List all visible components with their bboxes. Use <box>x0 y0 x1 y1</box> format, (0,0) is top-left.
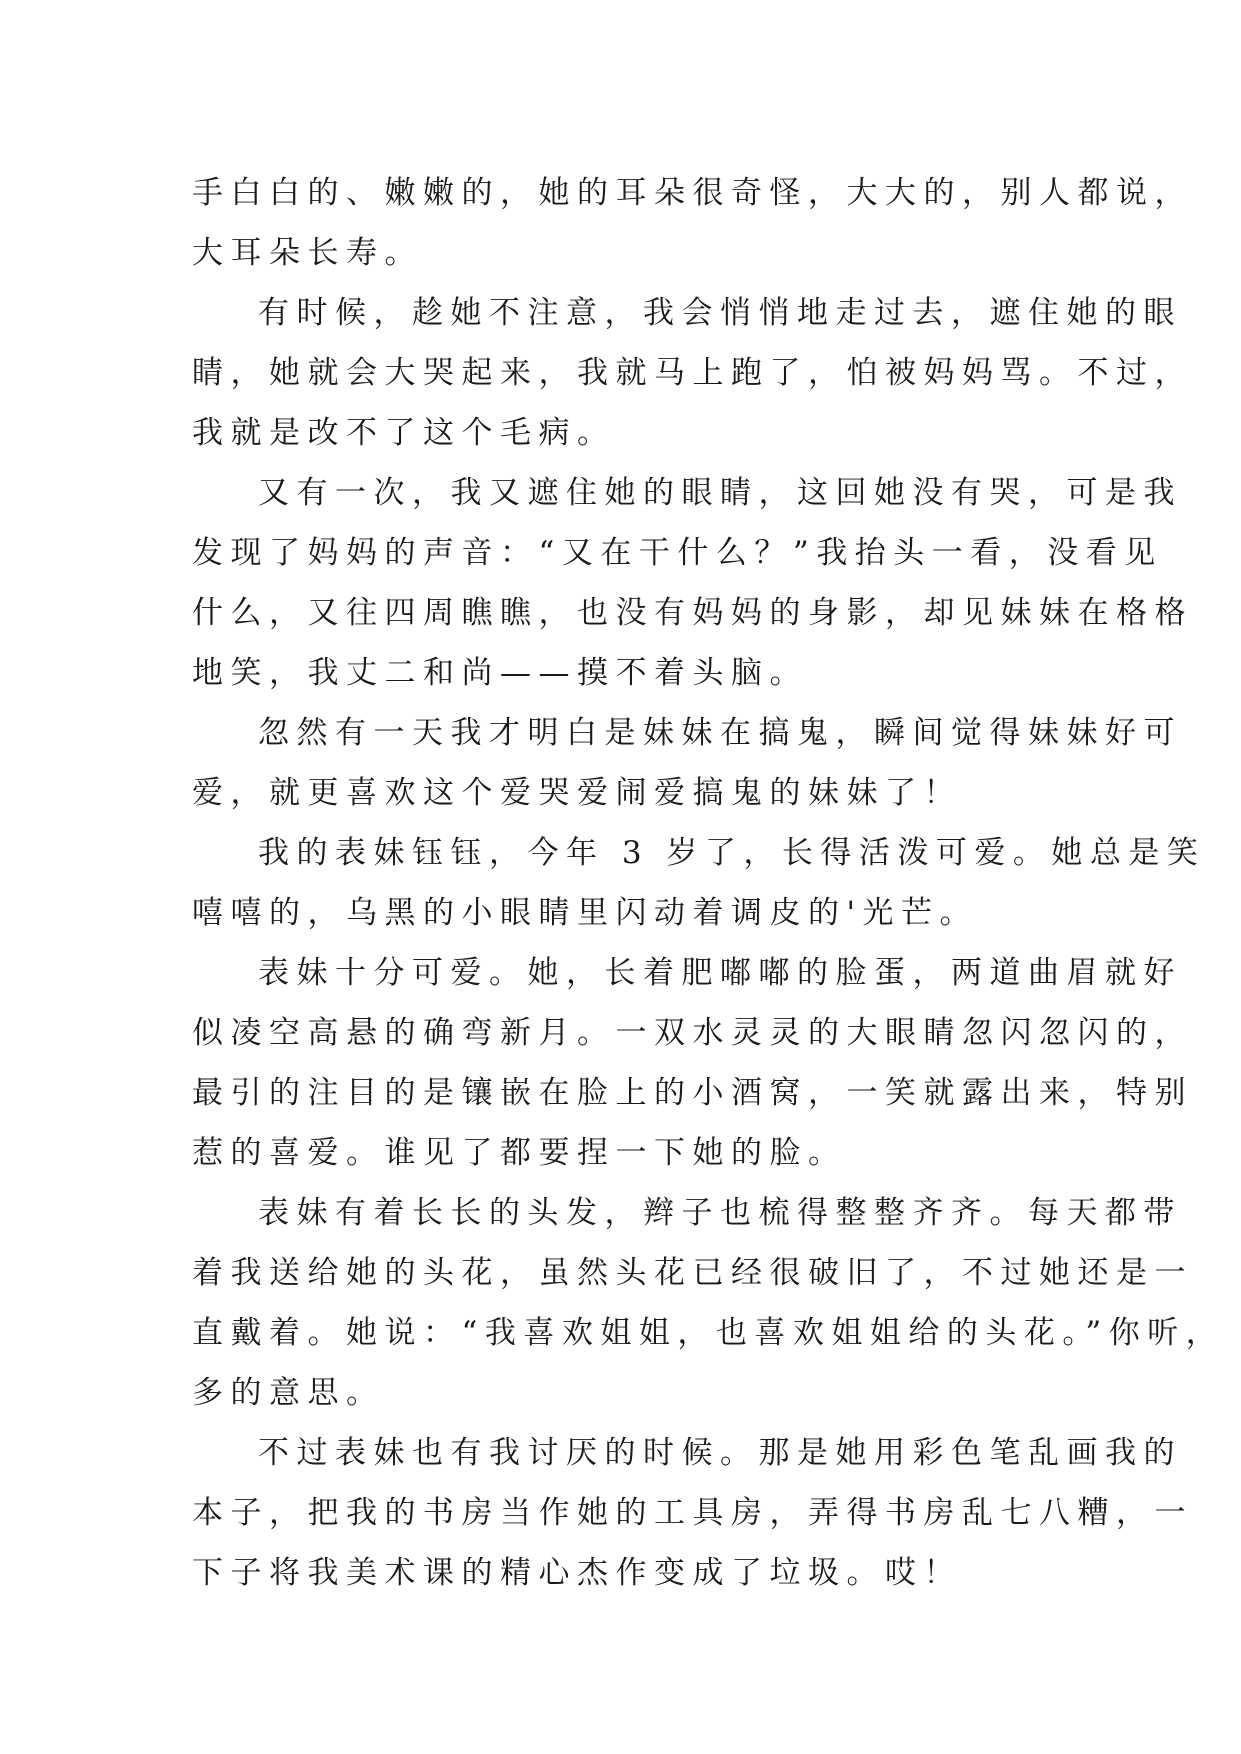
text-line: 我就是改不了这个毛病。 <box>192 415 616 451</box>
text-line: 大耳朵长寿。 <box>192 235 423 271</box>
text-line: 着我送给她的头花，虽然头花已经很破旧了，不过她还是一 <box>192 1255 1193 1291</box>
text-line: 似凌空高悬的确弯新月。一双水灵灵的大眼睛忽闪忽闪的， <box>192 1015 1193 1051</box>
text-line: 爱，就更喜欢这个爱哭爱闹爱搞鬼的妹妹了！ <box>192 775 962 811</box>
text-line: 嘻嘻的，乌黑的小眼睛里闪动着调皮的'光芒。 <box>192 895 979 931</box>
text-line: 地笑，我丈二和尚——摸不着头脑。 <box>192 655 808 691</box>
paragraph-first-line: 又有一次，我又遮住她的眼睛，这回她没有哭，可是我 <box>258 475 1182 511</box>
paragraph-first-line: 忽然有一天我才明白是妹妹在搞鬼，瞬间觉得妹妹好可 <box>258 715 1182 751</box>
text-line: 本子，把我的书房当作她的工具房，弄得书房乱七八糟，一 <box>192 1495 1193 1531</box>
text-line: 多的意思。 <box>192 1375 385 1411</box>
paragraph-first-line: 表妹十分可爱。她，长着肥嘟嘟的脸蛋，两道曲眉就好 <box>258 955 1182 991</box>
text-line: 发现了妈妈的声音：“又在干什么？”我抬头一看，没看见 <box>192 535 1163 571</box>
text-line: 睛，她就会大哭起来，我就马上跑了，怕被妈妈骂。不过， <box>192 355 1193 391</box>
text-line: 手白白的、嫩嫩的，她的耳朵很奇怪，大大的，别人都说， <box>192 175 1193 211</box>
paragraph-first-line: 有时候，趁她不注意，我会悄悄地走过去，遮住她的眼 <box>258 295 1182 331</box>
text-line: 什么，又往四周瞧瞧，也没有妈妈的身影，却见妹妹在格格 <box>192 595 1193 631</box>
text-line: 惹的喜爱。谁见了都要捏一下她的脸。 <box>192 1135 847 1171</box>
paragraph-first-line: 表妹有着长长的头发，辫子也梳得整整齐齐。每天都带 <box>258 1195 1182 1231</box>
text-line: 最引的注目的是镶嵌在脸上的小酒窝，一笑就露出来，特别 <box>192 1075 1193 1111</box>
document-body <box>192 163 1225 1603</box>
paragraph-first-line: 不过表妹也有我讨厌的时候。那是她用彩色笔乱画我的 <box>258 1435 1182 1471</box>
text-line: 下子将我美术课的精心杰作变成了垃圾。哎！ <box>192 1555 962 1591</box>
paragraph-first-line: 我的表妹钰钰，今年 3 岁了，长得活泼可爱。她总是笑 <box>258 835 1206 871</box>
text-line: 直戴着。她说：“我喜欢姐姐，也喜欢姐姐给的头花。”你听， <box>192 1315 1225 1351</box>
